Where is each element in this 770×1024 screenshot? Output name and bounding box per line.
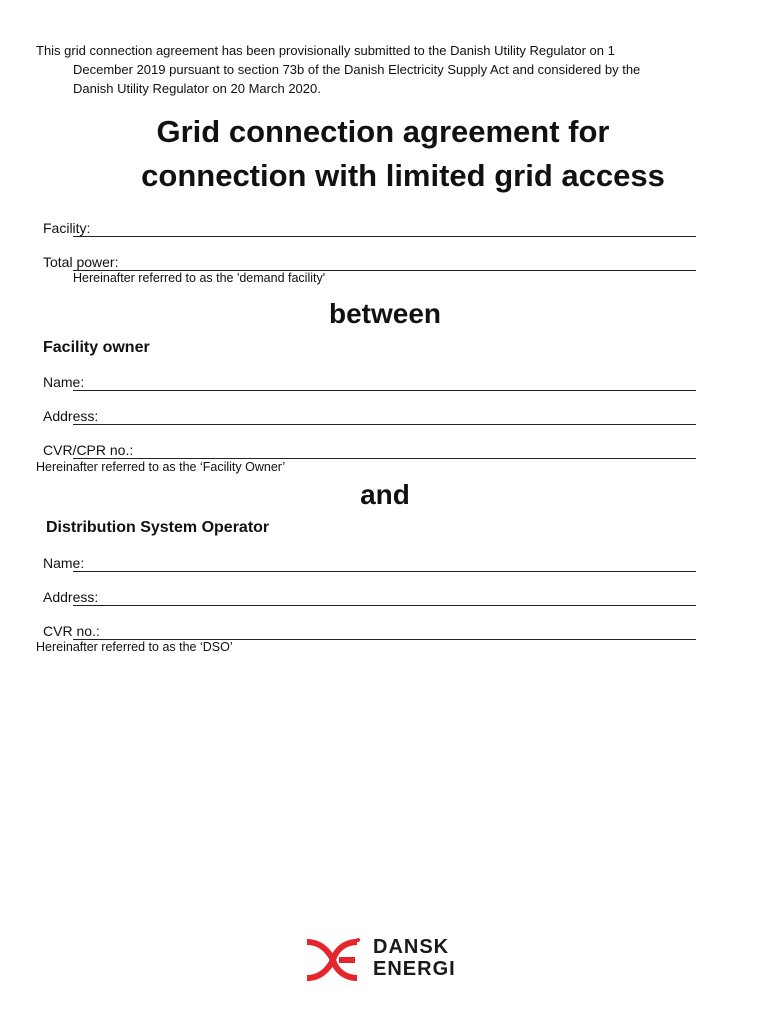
facility-input-line[interactable] xyxy=(73,236,696,237)
between-heading: between xyxy=(328,298,442,329)
owner-cvr-label: CVR/CPR no.: xyxy=(43,442,134,458)
facility-field[interactable] xyxy=(43,219,696,237)
dso-cvr-label: CVR no.: xyxy=(43,623,100,639)
dso-address-input-line[interactable] xyxy=(73,605,696,606)
total-power-field[interactable] xyxy=(43,253,696,271)
demand-facility-note: Hereinafter referred to as the 'demand facility' xyxy=(73,271,326,285)
total-power-label: Total power: xyxy=(43,254,119,270)
regulator-notice xyxy=(36,41,706,98)
facility-owner-note: Hereinafter referred to as the ‘Facility Owner’ xyxy=(36,460,286,474)
dso-name-input-line[interactable] xyxy=(73,571,696,572)
owner-address-input-line[interactable] xyxy=(73,424,696,425)
logo-wordmark xyxy=(373,936,456,980)
owner-cvr-field[interactable] xyxy=(43,441,696,459)
logo-word-energi: ENERGI xyxy=(373,958,456,980)
dso-heading: Distribution System Operator xyxy=(46,519,270,536)
owner-address-label: Address: xyxy=(43,408,99,424)
owner-name-input-line[interactable] xyxy=(73,390,696,391)
dso-cvr-field[interactable] xyxy=(43,622,696,640)
dso-name-field[interactable] xyxy=(43,554,696,572)
document-title-line-2: connection with limited grid access xyxy=(141,158,665,193)
dansk-energi-logo xyxy=(305,936,475,984)
regulator-notice-line-2: December 2019 pursuant to section 73b of the Danish Electricity Supply Act and considered by the xyxy=(73,62,641,77)
dso-name-label: Name: xyxy=(43,555,85,571)
owner-name-field[interactable] xyxy=(43,373,696,391)
dso-address-field[interactable] xyxy=(43,588,696,606)
regulator-notice-line-3: Danish Utility Regulator on 20 March 2020. xyxy=(73,81,321,96)
facility-label: Facility: xyxy=(43,220,91,236)
facility-owner-heading: Facility owner xyxy=(43,339,150,356)
regulator-notice-line-1: This grid connection agreement has been provisionally submitted to the Danish Utility Regulator on 1 xyxy=(36,43,615,58)
dansk-energi-mark-icon xyxy=(305,936,363,984)
document-title-line-1: Grid connection agreement for xyxy=(156,114,610,149)
dso-address-label: Address: xyxy=(43,589,99,605)
owner-address-field[interactable] xyxy=(43,407,696,425)
logo-word-dansk: DANSK xyxy=(373,936,450,958)
dso-note: Hereinafter referred to as the ‘DSO’ xyxy=(36,640,233,654)
and-heading: and xyxy=(360,479,410,510)
owner-name-label: Name: xyxy=(43,374,85,390)
